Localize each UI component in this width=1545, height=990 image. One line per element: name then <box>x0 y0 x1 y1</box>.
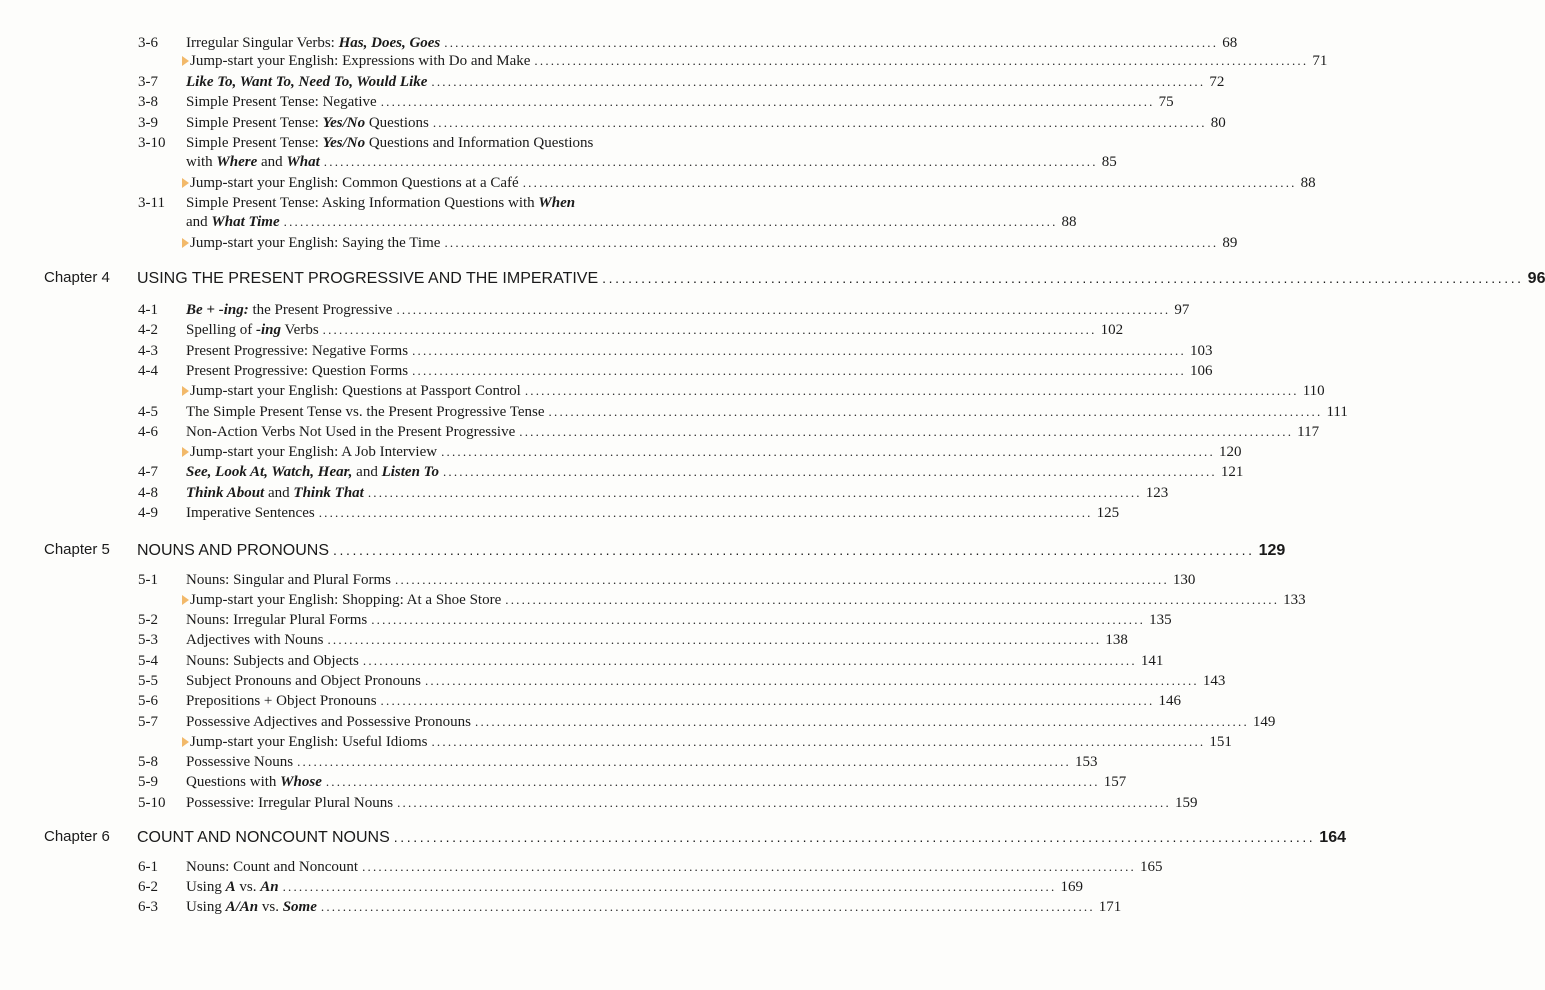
emphasized-text: Some <box>282 899 317 915</box>
section-number: 4-2 <box>138 322 158 338</box>
entry-line <box>186 483 1169 503</box>
dot-leader: .............................................................................................................................................. <box>393 829 1316 845</box>
title-text: with <box>186 154 217 170</box>
section-number: 3-9 <box>138 115 158 131</box>
dot-leader: .............................................................................................................................................. <box>396 302 1171 317</box>
entry-line <box>186 610 1172 630</box>
title-text: vs. <box>235 879 261 895</box>
page-number: 149 <box>1252 714 1276 730</box>
dot-leader: .............................................................................................................................................. <box>441 444 1215 459</box>
section-number: 3-11 <box>138 195 165 211</box>
entry-line <box>186 193 575 213</box>
chapter-label: Chapter 6 <box>44 828 110 845</box>
emphasized-text: Be + -ing: <box>186 302 249 318</box>
dot-leader: .............................................................................................................................................. <box>283 214 1058 229</box>
chapter-heading[interactable] <box>0 825 1346 849</box>
entry-line <box>186 341 1213 361</box>
entry-line <box>190 51 1328 71</box>
toc-entry[interactable] <box>0 361 1213 381</box>
entry-title <box>186 92 377 112</box>
title-text: Jump-start your English: Expressions with <box>190 53 449 69</box>
entry-line <box>186 570 1196 590</box>
title-text: Imperative Sentences <box>186 505 315 521</box>
dot-leader: .............................................................................................................................................. <box>325 774 1100 789</box>
toc-entry[interactable] <box>0 691 1181 711</box>
page-number: 75 <box>1158 94 1174 110</box>
emphasized-text: Whose <box>280 774 322 790</box>
page-number: 130 <box>1172 572 1196 588</box>
page-number: 141 <box>1140 653 1164 669</box>
entry-line <box>186 361 1213 381</box>
chapter-label: Chapter 5 <box>44 541 110 558</box>
page-number: 85 <box>1101 154 1117 170</box>
page-number: 123 <box>1145 485 1169 501</box>
toc-entry[interactable] <box>0 630 1128 650</box>
jumpstart-entry[interactable] <box>0 590 1306 610</box>
entry-title <box>186 133 593 153</box>
dot-leader: .............................................................................................................................................. <box>297 754 1072 769</box>
title-text: vs. <box>258 899 283 915</box>
toc-entry[interactable] <box>0 152 1117 172</box>
entry-line <box>186 92 1174 112</box>
dot-leader: .............................................................................................................................................. <box>380 693 1155 708</box>
entry-line <box>186 712 1276 732</box>
emphasized-text: Think That <box>293 485 364 501</box>
title-text: Spelling of <box>186 322 256 338</box>
title-text: Possessive Nouns <box>186 754 294 770</box>
dot-leader: .............................................................................................................................................. <box>371 612 1146 627</box>
title-text: Jump-start your English: Common Questions at a Café <box>190 175 519 191</box>
title-text: Verbs <box>281 322 319 338</box>
entry-title <box>186 691 377 711</box>
entry-title <box>186 857 358 877</box>
entry-title <box>186 113 429 133</box>
title-text: Nouns: Singular and Plural Forms <box>186 572 391 588</box>
page-number: 159 <box>1174 795 1198 811</box>
toc-entry[interactable] <box>0 133 759 153</box>
section-number: 4-3 <box>138 343 158 359</box>
entry-line <box>186 113 1226 133</box>
page-number: 169 <box>1060 879 1083 895</box>
jumpstart-triangle-icon <box>182 386 189 396</box>
section-number: 5-1 <box>138 572 158 588</box>
chapter-heading[interactable] <box>0 538 1286 562</box>
title-text: Nouns: Irregular Plural Forms <box>186 612 368 628</box>
toc-entry[interactable] <box>0 113 1226 133</box>
page-number: 146 <box>1158 693 1181 709</box>
toc-entry[interactable] <box>0 503 1120 523</box>
section-number: 4-4 <box>138 363 158 379</box>
section-number: 5-3 <box>138 632 158 648</box>
emphasized-text: See, Look At, Watch, Hear, <box>186 464 353 480</box>
page-number: 68 <box>1222 35 1238 51</box>
entry-title <box>186 772 322 792</box>
title-text: Using <box>186 879 226 895</box>
title-text: Jump-start your English: Useful Idioms <box>190 734 428 750</box>
section-number: 5-9 <box>138 774 158 790</box>
toc-entry[interactable] <box>0 341 1213 361</box>
page-number: 164 <box>1319 829 1346 846</box>
title-text: Jump-start your English: Saying the Time <box>190 235 441 251</box>
dot-leader: .............................................................................................................................................. <box>444 35 1219 50</box>
entry-title <box>186 877 279 897</box>
entry-title <box>190 381 521 401</box>
entry-title <box>186 610 367 630</box>
jumpstart-entry[interactable] <box>0 381 1325 401</box>
entry-title <box>190 590 501 610</box>
toc-entry[interactable] <box>0 72 1225 92</box>
page-number: 103 <box>1189 343 1213 359</box>
title-text: Nouns: Subjects and Objects <box>186 653 359 669</box>
section-number: 5-2 <box>138 612 158 628</box>
entry-line <box>186 897 1122 917</box>
chapter-entry <box>137 825 1346 850</box>
entry-title <box>186 300 392 320</box>
entry-title <box>186 402 545 422</box>
section-number: 4-8 <box>138 485 158 501</box>
page-number: 138 <box>1105 632 1128 648</box>
dot-leader: .............................................................................................................................................. <box>327 632 1102 647</box>
page-number: 120 <box>1218 444 1242 460</box>
dot-leader: .............................................................................................................................................. <box>412 343 1186 358</box>
jumpstart-entry[interactable] <box>0 233 1238 253</box>
emphasized-text: Listen To <box>381 464 439 480</box>
page-number: 80 <box>1210 115 1226 131</box>
entry-line <box>186 462 1244 482</box>
page-number: 97 <box>1174 302 1190 318</box>
entry-line <box>186 33 1238 53</box>
jumpstart-entry[interactable] <box>0 51 1328 71</box>
entry-line <box>190 173 1316 193</box>
toc-entry[interactable] <box>0 752 1098 772</box>
entry-line <box>186 72 1225 92</box>
page-number: 157 <box>1103 774 1127 790</box>
title-text: Possessive Adjectives and Possessive Pronouns <box>186 714 471 730</box>
dot-leader: .............................................................................................................................................. <box>505 592 1280 607</box>
chapter-entry <box>137 538 1286 563</box>
section-number: 4-7 <box>138 464 158 480</box>
dot-leader: .............................................................................................................................................. <box>397 795 1171 810</box>
page-number: 96 <box>1527 270 1545 287</box>
title-text: Do <box>448 53 468 69</box>
title-text: and <box>186 214 212 230</box>
title-text: The Simple Present Tense vs. the Present Progressive Tense <box>186 404 545 420</box>
dot-leader: .............................................................................................................................................. <box>380 94 1155 109</box>
section-number: 6-1 <box>138 859 158 875</box>
chapter-title: USING THE PRESENT PROGRESSIVE AND THE IMPERATIVE <box>137 270 599 287</box>
dot-leader: .............................................................................................................................................. <box>524 383 1299 398</box>
title-text: Present Progressive: Question Forms <box>186 363 409 379</box>
entry-title <box>190 173 519 193</box>
entry-title <box>186 193 575 213</box>
dot-leader: .............................................................................................................................................. <box>431 734 1206 749</box>
page-number: 171 <box>1098 899 1122 915</box>
emphasized-text: Yes/No <box>322 135 366 151</box>
chapter-title: COUNT AND NONCOUNT NOUNS <box>137 829 390 846</box>
section-number: 4-1 <box>138 302 158 318</box>
chapter-label: Chapter 4 <box>44 269 110 286</box>
entry-title <box>186 651 359 671</box>
dot-leader: .............................................................................................................................................. <box>424 673 1199 688</box>
section-number: 5-4 <box>138 653 158 669</box>
dot-leader: .............................................................................................................................................. <box>431 74 1206 89</box>
jumpstart-triangle-icon <box>182 447 189 457</box>
section-number: 3-10 <box>138 135 166 151</box>
page-number: 135 <box>1149 612 1172 628</box>
entry-line <box>186 422 1320 442</box>
jumpstart-triangle-icon <box>182 737 189 747</box>
jumpstart-triangle-icon <box>182 238 189 248</box>
toc-entry[interactable] <box>0 300 1190 320</box>
dot-leader: .............................................................................................................................................. <box>602 270 1524 286</box>
page-number: 129 <box>1258 542 1286 559</box>
entry-line <box>190 233 1238 253</box>
emphasized-text: Has, Does, Goes <box>338 35 441 51</box>
title-text: Present Progressive: Negative Forms <box>186 343 409 359</box>
toc-entry[interactable] <box>0 462 1244 482</box>
dot-leader: .............................................................................................................................................. <box>534 53 1309 68</box>
chapter-entry <box>137 266 1545 291</box>
section-number: 3-6 <box>138 35 158 51</box>
entry-line <box>186 651 1164 671</box>
title-text: and <box>467 53 497 69</box>
page-number: 102 <box>1100 322 1124 338</box>
dot-leader: .............................................................................................................................................. <box>322 322 1097 337</box>
page-number: 110 <box>1302 383 1325 399</box>
entry-line <box>186 300 1190 320</box>
entry-title <box>186 793 393 813</box>
title-text: Questions and Information Questions <box>365 135 594 151</box>
entry-line <box>186 772 1127 792</box>
entry-line <box>186 752 1098 772</box>
entry-title <box>186 72 427 92</box>
emphasized-text: A/An <box>225 899 259 915</box>
jumpstart-entry[interactable] <box>0 173 1316 193</box>
entry-line <box>190 732 1232 752</box>
title-text: Jump-start your English: Shopping: At a Shoe Store <box>190 592 502 608</box>
section-number: 5-10 <box>138 795 166 811</box>
entry-line <box>186 793 1198 813</box>
entry-line <box>186 671 1226 691</box>
title-text: Using <box>186 899 226 915</box>
title-text: Make <box>496 53 531 69</box>
title-text: Simple Present Tense: Asking Information Questions with <box>186 195 539 211</box>
page-number: 165 <box>1139 859 1163 875</box>
entry-title <box>186 630 323 650</box>
chapter-title: NOUNS AND PRONOUNS <box>137 542 330 559</box>
toc-entry[interactable] <box>0 193 759 213</box>
emphasized-text: Where <box>216 154 258 170</box>
entry-title <box>186 483 364 503</box>
title-text: and <box>257 154 287 170</box>
toc-entry[interactable] <box>0 610 1172 630</box>
toc-entry[interactable] <box>0 772 1127 792</box>
section-number: 5-7 <box>138 714 158 730</box>
toc-entry[interactable] <box>0 92 1174 112</box>
emphasized-text: What Time <box>211 214 280 230</box>
toc-entry[interactable] <box>0 671 1226 691</box>
title-text: and <box>264 485 294 501</box>
dot-leader: .............................................................................................................................................. <box>442 464 1217 479</box>
jumpstart-entry[interactable] <box>0 442 1242 462</box>
section-number: 4-6 <box>138 424 158 440</box>
entry-line <box>186 877 1083 897</box>
page-number: 88 <box>1061 214 1077 230</box>
section-number: 4-9 <box>138 505 158 521</box>
emphasized-text: Yes/No <box>322 115 366 131</box>
entry-title <box>186 752 293 772</box>
jumpstart-entry[interactable] <box>0 732 1232 752</box>
entry-title <box>186 361 408 381</box>
page-number: 71 <box>1312 53 1328 69</box>
dot-leader: .............................................................................................................................................. <box>367 485 1142 500</box>
dot-leader: .............................................................................................................................................. <box>432 115 1207 130</box>
page-number: 88 <box>1300 175 1316 191</box>
emphasized-text: -ing <box>256 322 282 338</box>
page-number: 143 <box>1202 673 1226 689</box>
toc-entry[interactable] <box>0 877 1083 897</box>
page-number: 151 <box>1209 734 1232 750</box>
entry-line <box>186 212 1077 232</box>
toc-entry[interactable] <box>0 212 1077 232</box>
title-text: Irregular Singular Verbs: <box>186 35 339 51</box>
dot-leader: .............................................................................................................................................. <box>522 175 1297 190</box>
toc-entry[interactable] <box>0 897 1122 917</box>
toc-entry[interactable] <box>0 483 1169 503</box>
dot-leader: .............................................................................................................................................. <box>323 154 1098 169</box>
entry-title <box>186 212 280 232</box>
entry-title <box>186 152 320 172</box>
toc-entry[interactable] <box>0 712 1276 732</box>
jumpstart-triangle-icon <box>182 56 189 66</box>
entry-title <box>186 570 391 590</box>
toc-entry[interactable] <box>0 33 1238 53</box>
toc-entry[interactable] <box>0 857 1163 877</box>
entry-title <box>186 341 408 361</box>
title-text: Questions <box>365 115 429 131</box>
title-text: Simple Present Tense: <box>186 115 323 131</box>
page-number: 117 <box>1297 424 1320 440</box>
section-number: 5-5 <box>138 673 158 689</box>
entry-line <box>186 691 1181 711</box>
title-text: Non-Action Verbs Not Used in the Present Progressive <box>186 424 516 440</box>
toc-entry[interactable] <box>0 320 1124 340</box>
dot-leader: .............................................................................................................................................. <box>548 404 1323 419</box>
entry-title <box>190 732 427 752</box>
emphasized-text: A <box>225 879 236 895</box>
toc-entry[interactable] <box>0 570 1196 590</box>
section-number: 3-7 <box>138 74 158 90</box>
chapter-heading[interactable] <box>0 266 1545 290</box>
dot-leader: .............................................................................................................................................. <box>333 542 1255 558</box>
toc-entry[interactable] <box>0 422 1320 442</box>
title-text: Prepositions + Object Pronouns <box>186 693 377 709</box>
dot-leader: .............................................................................................................................................. <box>282 879 1057 894</box>
entry-title <box>186 897 317 917</box>
entry-line <box>186 133 593 153</box>
entry-title <box>186 462 439 482</box>
section-number: 5-6 <box>138 693 158 709</box>
dot-leader: .............................................................................................................................................. <box>475 714 1249 729</box>
entry-title <box>186 503 315 523</box>
dot-leader: .............................................................................................................................................. <box>519 424 1294 439</box>
dot-leader: .............................................................................................................................................. <box>412 363 1186 378</box>
title-text: Simple Present Tense: Negative <box>186 94 377 110</box>
entry-title <box>186 712 471 732</box>
toc-entry[interactable] <box>0 651 1164 671</box>
page-number: 153 <box>1075 754 1098 770</box>
entry-line <box>190 381 1325 401</box>
title-text: and <box>352 464 382 480</box>
toc-entry[interactable] <box>0 402 1348 422</box>
section-number: 4-5 <box>138 404 158 420</box>
entry-title <box>186 422 515 442</box>
page-number: 106 <box>1189 363 1213 379</box>
entry-line <box>186 630 1128 650</box>
entry-line <box>190 590 1306 610</box>
section-number: 5-8 <box>138 754 158 770</box>
page-number: 125 <box>1096 505 1120 521</box>
title-text: the Present Progressive <box>248 302 393 318</box>
entry-line <box>186 503 1120 523</box>
page-number: 89 <box>1222 235 1238 251</box>
jumpstart-triangle-icon <box>182 595 189 605</box>
title-text: Jump-start your English: A Job Interview <box>190 444 438 460</box>
emphasized-text: When <box>538 195 576 211</box>
entry-line <box>190 442 1242 462</box>
title-text: Subject Pronouns and Object Pronouns <box>186 673 421 689</box>
title-text: Adjectives with Nouns <box>186 632 324 648</box>
entry-line <box>186 320 1124 340</box>
emphasized-text: What <box>286 154 320 170</box>
section-number: 3-8 <box>138 94 158 110</box>
dot-leader: .............................................................................................................................................. <box>362 653 1137 668</box>
page-number: 133 <box>1283 592 1306 608</box>
section-number: 6-2 <box>138 879 158 895</box>
emphasized-text: Like To, Want To, Need To, Would Like <box>186 74 428 90</box>
title-text: Questions with <box>186 774 281 790</box>
entry-title <box>186 320 319 340</box>
dot-leader: .............................................................................................................................................. <box>318 505 1093 520</box>
title-text: Simple Present Tense: <box>186 135 323 151</box>
entry-line <box>186 857 1163 877</box>
dot-leader: .............................................................................................................................................. <box>320 899 1095 914</box>
entry-line <box>186 402 1348 422</box>
emphasized-text: An <box>260 879 279 895</box>
entry-title <box>190 442 437 462</box>
entry-line <box>186 152 1117 172</box>
page-number: 72 <box>1209 74 1225 90</box>
jumpstart-triangle-icon <box>182 178 189 188</box>
dot-leader: .............................................................................................................................................. <box>395 572 1169 587</box>
entry-title <box>186 33 440 53</box>
title-text: Jump-start your English: Questions at Passport Control <box>190 383 521 399</box>
dot-leader: .............................................................................................................................................. <box>362 859 1136 874</box>
dot-leader: .............................................................................................................................................. <box>444 235 1219 250</box>
entry-title <box>186 671 421 691</box>
entry-title <box>190 51 530 71</box>
title-text: Nouns: Count and Noncount <box>186 859 359 875</box>
section-number: 6-3 <box>138 899 158 915</box>
entry-title <box>190 233 440 253</box>
page-number: 121 <box>1220 464 1244 480</box>
emphasized-text: Think About <box>186 485 265 501</box>
page-number: 111 <box>1326 404 1348 420</box>
toc-entry[interactable] <box>0 793 1198 813</box>
title-text: Possessive: Irregular Plural Nouns <box>186 795 394 811</box>
